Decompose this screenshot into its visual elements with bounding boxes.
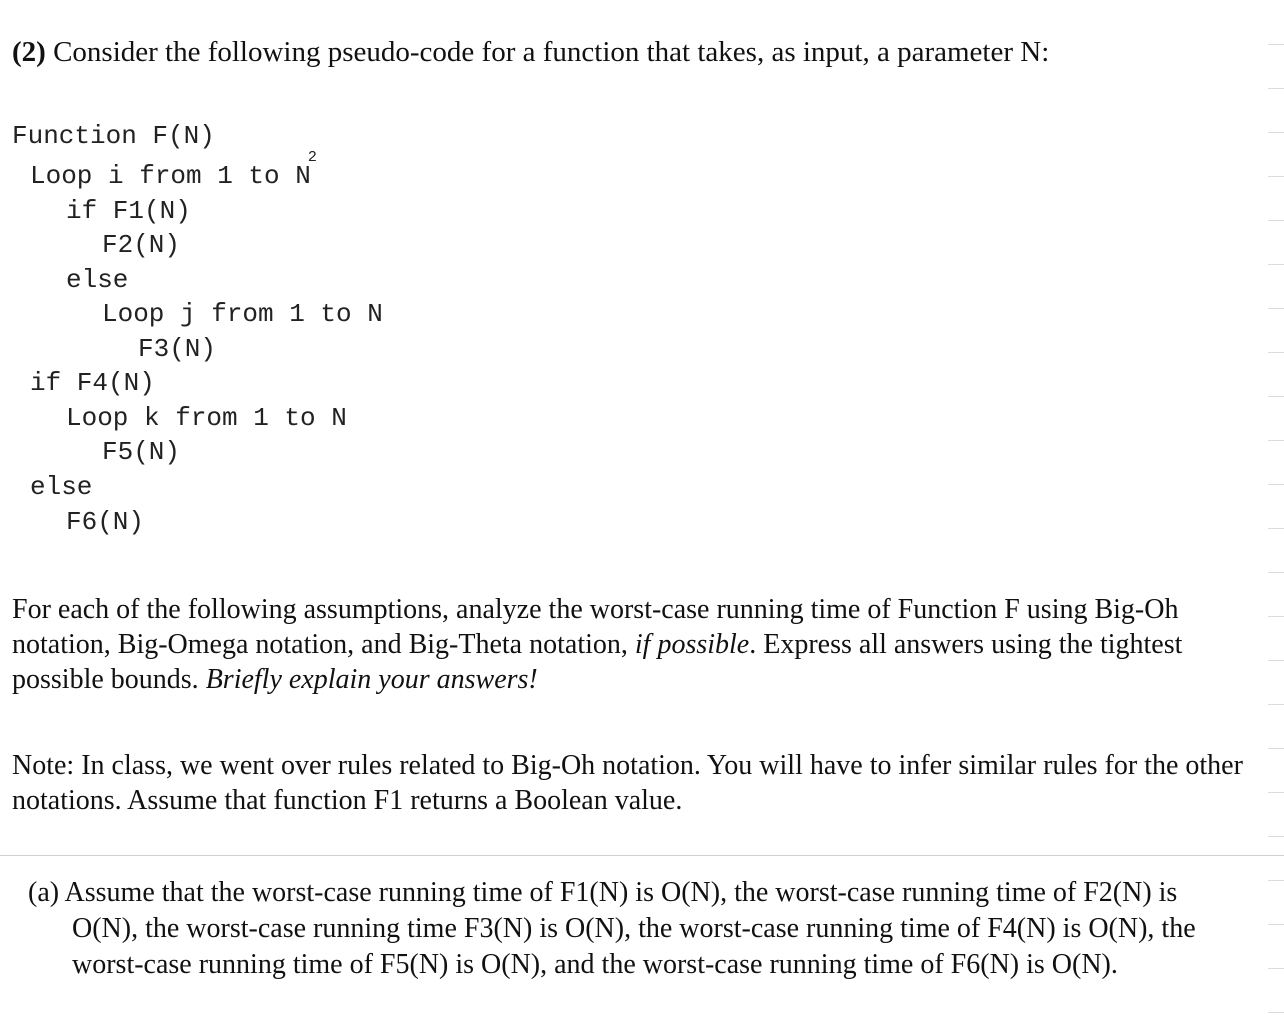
code-line-function: Function F(N) — [12, 121, 215, 151]
instructions-italic-if-possible: if possible — [634, 629, 750, 660]
part-a-line-3: worst-case running time of F5(N) is O(N), and the worst-case running time of F6(N) is O(N). — [72, 949, 1118, 980]
right-margin-rule — [1268, 40, 1284, 1024]
margin-tick — [1268, 528, 1284, 529]
margin-tick — [1268, 704, 1284, 705]
margin-tick — [1268, 440, 1284, 441]
code-line-loop-i — [30, 149, 320, 192]
code-line-f5: F5(N) — [102, 437, 181, 467]
code-line-f3: F3(N) — [138, 334, 217, 364]
margin-tick — [1268, 748, 1284, 749]
margin-tick — [1268, 572, 1284, 573]
part-a-question — [28, 875, 1256, 983]
code-loop-i-text: Loop i from 1 to N — [30, 161, 311, 191]
section-divider — [0, 855, 1284, 856]
code-line-f6: F6(N) — [66, 507, 145, 537]
question-number: (2) — [12, 36, 46, 68]
margin-tick — [1268, 616, 1284, 617]
margin-tick — [1268, 836, 1284, 837]
code-exponent: 2 — [307, 149, 317, 166]
question-intro: Consider the following pseudo-code for a function that takes, as input, a parameter N: — [45, 36, 1050, 68]
instructions-text-2: . Express all answers using the tightest possible bounds. — [12, 629, 1183, 695]
margin-tick — [1268, 308, 1284, 309]
code-line-else-1: else — [66, 265, 129, 295]
part-a-line-2: O(N), the worst-case running time F3(N) is O(N), the worst-case running time of F4(N) is O(N), the — [72, 913, 1196, 944]
margin-tick — [1268, 396, 1284, 397]
instructions-text-1: For each of the following assumptions, analyze the worst-case running time of Function F using Big-Oh notation, Big-Omega notation, and Big-Theta notation, — [12, 594, 1179, 660]
margin-tick — [1268, 44, 1284, 45]
instructions-paragraph — [12, 592, 1262, 697]
margin-tick — [1268, 968, 1284, 969]
margin-tick — [1268, 1012, 1284, 1013]
margin-tick — [1268, 660, 1284, 661]
margin-tick — [1268, 880, 1284, 881]
margin-tick — [1268, 924, 1284, 925]
note-paragraph: Note: In class, we went over rules related to Big-Oh notation. You will have to infer similar rules for the other notations. Assume that function F1 returns a Boolean value. — [12, 750, 1243, 816]
margin-tick — [1268, 264, 1284, 265]
instructions-italic-explain: Briefly explain your answers! — [205, 664, 538, 695]
margin-tick — [1268, 88, 1284, 89]
code-line-if-f4: if F4(N) — [30, 368, 155, 398]
margin-tick — [1268, 132, 1284, 133]
code-line-loop-j: Loop j from 1 to N — [102, 299, 383, 329]
code-line-loop-k: Loop k from 1 to N — [66, 403, 347, 433]
part-a-line-1: (a) Assume that the worst-case running time of F1(N) is O(N), the worst-case running time of F2(N) is — [28, 877, 1178, 908]
margin-tick — [1268, 484, 1284, 485]
code-line-else-2: else — [30, 472, 93, 502]
question-header — [12, 32, 1049, 72]
margin-tick — [1268, 176, 1284, 177]
margin-tick — [1268, 792, 1284, 793]
code-line-f2: F2(N) — [102, 230, 181, 260]
margin-tick — [1268, 220, 1284, 221]
margin-tick — [1268, 352, 1284, 353]
code-line-if-f1: if F1(N) — [66, 196, 191, 226]
